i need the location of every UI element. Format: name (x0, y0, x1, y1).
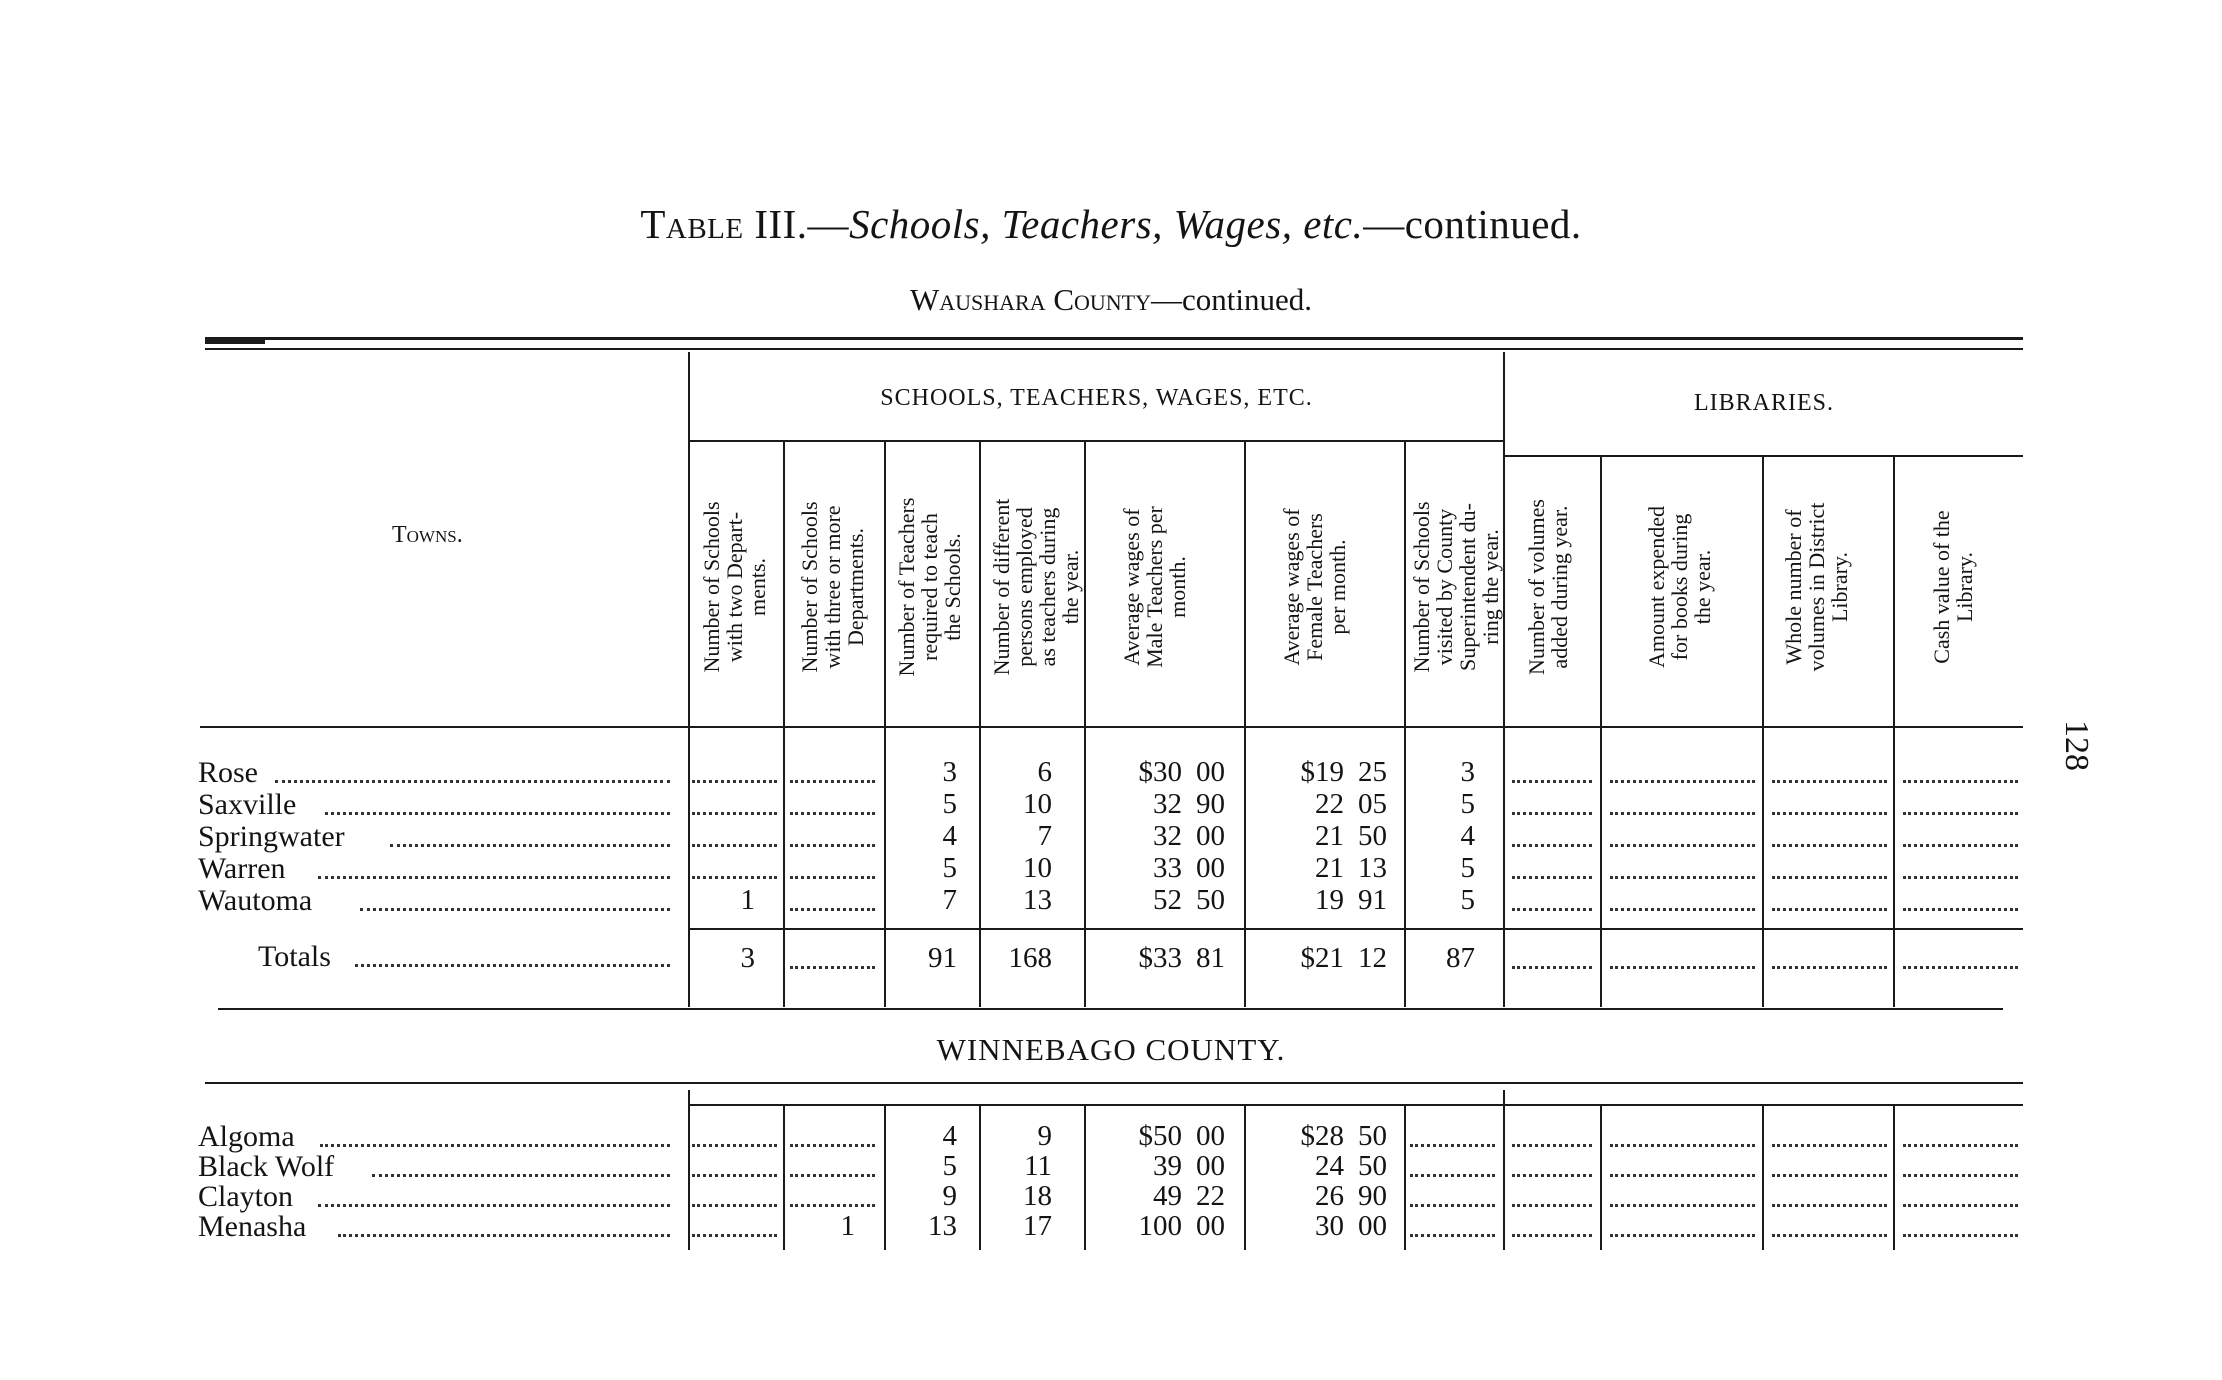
group-header-schools: SCHOOLS, TEACHERS, WAGES, ETC. (880, 385, 1313, 411)
col-divider-8 (1503, 352, 1505, 1007)
totals-male-d: $33 (1138, 942, 1182, 974)
waushara_rows.3-teachers: 5 (942, 852, 957, 884)
waushara_rows.3-leader (318, 876, 670, 879)
winnebago_rows.0-teachers: 4 (942, 1120, 957, 1152)
waushara_rows.2-lib-dots-2 (1772, 844, 1887, 847)
waushara_rows.3-male-d: 33 (1153, 852, 1182, 884)
col-divider-2 (783, 440, 785, 1007)
waushara_rows.4-visited: 5 (1460, 884, 1475, 916)
waushara_rows.0-leader (275, 780, 670, 783)
waushara_rows.3-lib-dots-3 (1903, 876, 2018, 879)
winnebago_rows.1-persons: 11 (1024, 1150, 1052, 1182)
column-header-2: Number of Schools with three or more Departments. (797, 501, 868, 673)
winnebago_rows.3-female-c: 00 (1358, 1210, 1387, 1242)
waushara_rows.2-persons: 7 (1037, 820, 1052, 852)
winnebago_rows.1-two-dots (692, 1174, 777, 1177)
col2-divider-1 (688, 1090, 690, 1250)
waushara_rows.3-lib-dots-2 (1772, 876, 1887, 879)
winnebago_rows.1-three-dots (790, 1174, 875, 1177)
winnebago_rows.0-three-dots (790, 1144, 875, 1147)
waushara_rows.2-teachers: 4 (942, 820, 957, 852)
winnebago_rows.3-male-d: 100 (1138, 1210, 1182, 1242)
waushara_rows.0-lib-dots-0 (1512, 780, 1592, 783)
col2-divider-6 (1244, 1104, 1246, 1250)
waushara_rows.1-lib-dots-1 (1610, 812, 1755, 815)
winnebago_rows.3-town: Menasha (198, 1210, 307, 1243)
waushara_rows.4-persons: 13 (1023, 884, 1052, 916)
column-header-3: Number of Teachers required to teach the Schools. (894, 497, 965, 677)
col-divider-6 (1244, 440, 1246, 1007)
winnebago_rows.3-lib-dots-3 (1903, 1234, 2018, 1237)
waushara_rows.3-female-d: 21 (1315, 852, 1344, 884)
waushara_rows.2-town: Springwater (198, 820, 345, 853)
waushara_rows.0-female-c: 25 (1358, 756, 1387, 788)
waushara_rows.2-leader (390, 844, 670, 847)
waushara_rows.2-male-d: 32 (1153, 820, 1182, 852)
winnebago_rows.2-leader (318, 1204, 670, 1207)
column-header-1: Number of Schools with two Depart- ments. (699, 501, 770, 673)
totals-two: 3 (740, 942, 755, 974)
towns-header: Towns. (392, 522, 463, 548)
title-suffix: —continued. (1363, 201, 1582, 247)
waushara_rows.4-lib-dots-3 (1903, 908, 2018, 911)
column-header-9: Amount expended for books during the year. (1644, 506, 1715, 668)
totals-female-c: 12 (1358, 942, 1387, 974)
waushara_rows.1-visited: 5 (1460, 788, 1475, 820)
winnebago_rows.2-male-d: 49 (1153, 1180, 1182, 1212)
waushara_rows.2-two-dots (692, 844, 777, 847)
table-title (0, 200, 2222, 248)
winnebago_rows.2-lib-dots-0 (1512, 1204, 1592, 1207)
winnebago_rows.2-two-dots (692, 1204, 777, 1207)
winnebago_rows.0-female-c: 50 (1358, 1120, 1387, 1152)
winnebago_rows.3-two-dots (692, 1234, 777, 1237)
winnebago_rows.0-leader (320, 1144, 670, 1147)
winnebago_rows.2-female-c: 90 (1358, 1180, 1387, 1212)
totals-leader (355, 964, 670, 967)
header-bottom-rule (200, 726, 2023, 728)
waushara_rows.3-lib-dots-0 (1512, 876, 1592, 879)
subtitle-suffix: —continued. (1151, 282, 1313, 317)
waushara_rows.1-teachers: 5 (942, 788, 957, 820)
waushara_rows.2-lib-dots-1 (1610, 844, 1755, 847)
column-header-10: Whole number of volumes in District Library. (1781, 502, 1852, 672)
winnebago_rows.0-lib-dots-0 (1512, 1144, 1592, 1147)
winnebago_rows.3-persons: 17 (1023, 1210, 1052, 1242)
winnebago_rows.1-town: Black Wolf (198, 1150, 335, 1183)
winnebago_rows.0-lib-dots-2 (1772, 1144, 1887, 1147)
waushara_rows.4-three-dots (790, 908, 875, 911)
waushara_rows.1-male-c: 90 (1196, 788, 1225, 820)
waushara_rows.2-three-dots (790, 844, 875, 847)
winnebago_rows.0-persons: 9 (1037, 1120, 1052, 1152)
winnebago_rows.3-lib-dots-2 (1772, 1234, 1887, 1237)
waushara_rows.2-visited: 4 (1460, 820, 1475, 852)
winnebago_rows.0-lib-dots-3 (1903, 1144, 2018, 1147)
waushara_rows.3-three-dots (790, 876, 875, 879)
winnebago_rows.2-visited-dots (1410, 1204, 1495, 1207)
column-header-4: Number of different persons employed as teachers during the year. (989, 498, 1083, 676)
winnebago_rows.3-three: 1 (840, 1210, 855, 1242)
waushara_rows.1-lib-dots-3 (1903, 812, 2018, 815)
col2-divider-7 (1404, 1104, 1406, 1250)
waushara_rows.1-town: Saxville (198, 788, 297, 821)
waushara_rows.3-town: Warren (198, 852, 286, 885)
col2-divider-2 (783, 1104, 785, 1250)
winnebago_rows.1-female-c: 50 (1358, 1150, 1387, 1182)
winnebago_rows.1-lib-dots-3 (1903, 1174, 2018, 1177)
waushara_rows.4-leader (360, 908, 670, 911)
waushara_rows.2-lib-dots-0 (1512, 844, 1592, 847)
waushara_rows.0-persons: 6 (1037, 756, 1052, 788)
waushara_rows.4-female-d: 19 (1315, 884, 1344, 916)
waushara_rows.1-two-dots (692, 812, 777, 815)
col-divider-4 (979, 440, 981, 1007)
top-rule-2 (205, 348, 2023, 350)
waushara_rows.0-three-dots (790, 780, 875, 783)
col-divider-7 (1404, 440, 1406, 1007)
totals-female-d: $21 (1300, 942, 1344, 974)
col2-divider-11 (1893, 1104, 1895, 1250)
top-rule-thick (205, 337, 265, 344)
col2-divider-10 (1762, 1104, 1764, 1250)
waushara_rows.1-male-d: 32 (1153, 788, 1182, 820)
winnebago_rows.0-male-d: $50 (1138, 1120, 1182, 1152)
waushara_rows.3-persons: 10 (1023, 852, 1052, 884)
winnebago_rows.2-town: Clayton (198, 1180, 293, 1213)
waushara_rows.1-lib-dots-0 (1512, 812, 1592, 815)
winnebago_rows.0-lib-dots-1 (1610, 1144, 1755, 1147)
winnebago_rows.1-lib-dots-0 (1512, 1174, 1592, 1177)
winnebago_rows.1-male-d: 39 (1153, 1150, 1182, 1182)
waushara_rows.4-lib-dots-1 (1610, 908, 1755, 911)
waushara_rows.1-three-dots (790, 812, 875, 815)
waushara_rows.0-female-d: $19 (1300, 756, 1344, 788)
winnebago_rows.3-visited-dots (1410, 1234, 1495, 1237)
col2-divider-5 (1084, 1104, 1086, 1250)
waushara_rows.1-female-d: 22 (1315, 788, 1344, 820)
waushara_rows.0-male-c: 00 (1196, 756, 1225, 788)
waushara_rows.3-lib-dots-1 (1610, 876, 1755, 879)
waushara_rows.0-lib-dots-2 (1772, 780, 1887, 783)
totals-lib-dots-2 (1772, 966, 1887, 969)
subtitle-county: Waushara County (909, 282, 1152, 317)
waushara_rows.4-lib-dots-0 (1512, 908, 1592, 911)
waushara_rows.1-leader (325, 812, 670, 815)
col-divider-5 (1084, 440, 1086, 1007)
group-header-libraries: LIBRARIES. (1693, 390, 1834, 416)
col-divider-10 (1762, 455, 1764, 1007)
winnebago_rows.0-town: Algoma (198, 1120, 295, 1153)
column-header-8: Number of volumes added during year. (1524, 499, 1572, 675)
winnebago_rows.0-male-c: 00 (1196, 1120, 1225, 1152)
column-header-11: Cash value of the Library. (1929, 510, 1977, 664)
totals-lib-dots-3 (1903, 966, 2018, 969)
waushara_rows.0-lib-dots-1 (1610, 780, 1755, 783)
waushara_rows.3-female-c: 13 (1358, 852, 1387, 884)
waushara_rows.0-teachers: 3 (942, 756, 957, 788)
totals-lib-dots-0 (1512, 966, 1592, 969)
winnebago_rows.2-lib-dots-1 (1610, 1204, 1755, 1207)
winnebago_rows.1-teachers: 5 (942, 1150, 957, 1182)
waushara_rows.3-male-c: 00 (1196, 852, 1225, 884)
winnebago_rows.0-two-dots (692, 1144, 777, 1147)
winnebago_rows.1-lib-dots-2 (1772, 1174, 1887, 1177)
totals-male-c: 81 (1196, 942, 1225, 974)
totals-top-rule (690, 928, 2023, 930)
waushara_rows.0-town: Rose (198, 756, 258, 789)
waushara_rows.0-male-d: $30 (1138, 756, 1182, 788)
top-rule (205, 337, 2023, 340)
winnebago-county-title: WINNEBAGO COUNTY. (936, 1032, 1286, 1067)
winnebago_rows.3-male-c: 00 (1196, 1210, 1225, 1242)
title-prefix: Table (640, 201, 744, 247)
page-number: 128 (2058, 720, 2095, 771)
winnebago_rows.2-female-d: 26 (1315, 1180, 1344, 1212)
totals-lib-dots-1 (1610, 966, 1755, 969)
title-roman: III.— (743, 201, 850, 247)
winnebago_rows.3-teachers: 13 (928, 1210, 957, 1242)
waushara_rows.4-male-d: 52 (1153, 884, 1182, 916)
waushara_rows.4-town: Wautoma (198, 884, 313, 917)
col2-divider-8 (1503, 1090, 1505, 1250)
col2-divider-4 (979, 1104, 981, 1250)
winnebago_rows.3-leader (338, 1234, 670, 1237)
winnebago_rows.1-visited-dots (1410, 1174, 1495, 1177)
totals-label: Totals (258, 940, 331, 973)
totals-teachers: 91 (928, 942, 957, 974)
winnebago_rows.3-lib-dots-1 (1610, 1234, 1755, 1237)
col2-divider-9 (1600, 1104, 1602, 1250)
winnebago_rows.3-lib-dots-0 (1512, 1234, 1592, 1237)
waushara_rows.1-lib-dots-2 (1772, 812, 1887, 815)
winnebago_rows.2-three-dots (790, 1204, 875, 1207)
col-divider-11 (1893, 455, 1895, 1007)
winnebago_rows.2-lib-dots-2 (1772, 1204, 1887, 1207)
waushara_rows.4-lib-dots-2 (1772, 908, 1887, 911)
totals-visited: 87 (1446, 942, 1475, 974)
title-italic: Schools, Teachers, Wages, etc. (849, 201, 1364, 247)
winnebago_rows.0-visited-dots (1410, 1144, 1495, 1147)
col-divider-9 (1600, 455, 1602, 1007)
winnebago_rows.1-male-c: 00 (1196, 1150, 1225, 1182)
winnebago_rows.1-female-d: 24 (1315, 1150, 1344, 1182)
waushara_rows.0-visited: 3 (1460, 756, 1475, 788)
winnebago_rows.3-female-d: 30 (1315, 1210, 1344, 1242)
waushara_rows.4-teachers: 7 (942, 884, 957, 916)
winnebago_rows.1-lib-dots-1 (1610, 1174, 1755, 1177)
waushara_rows.2-male-c: 00 (1196, 820, 1225, 852)
totals-persons: 168 (1008, 942, 1052, 974)
waushara_rows.2-female-c: 50 (1358, 820, 1387, 852)
waushara_rows.4-two: 1 (740, 884, 755, 916)
waushara_rows.3-two-dots (692, 876, 777, 879)
county-subtitle (0, 282, 2222, 318)
winnebago_rows.2-male-c: 22 (1196, 1180, 1225, 1212)
totals-three-dots (790, 966, 875, 969)
waushara_rows.2-lib-dots-3 (1903, 844, 2018, 847)
col-divider-1 (688, 352, 690, 1007)
county2-rule (205, 1082, 2023, 1084)
section-end-rule (218, 1008, 2003, 1010)
col-divider-3 (884, 440, 886, 1007)
group-rule-libraries (1505, 455, 2023, 457)
waushara_rows.4-female-c: 91 (1358, 884, 1387, 916)
waushara_rows.4-male-c: 50 (1196, 884, 1225, 916)
winnebago_rows.2-teachers: 9 (942, 1180, 957, 1212)
winnebago_rows.2-persons: 18 (1023, 1180, 1052, 1212)
winnebago_rows.2-lib-dots-3 (1903, 1204, 2018, 1207)
group-rule-schools (690, 440, 1505, 442)
county2-rule-2 (690, 1104, 2023, 1106)
winnebago_rows.0-female-d: $28 (1300, 1120, 1344, 1152)
column-header-7: Number of Schools visited by County Superintendent du- ring the year. (1409, 501, 1503, 673)
col2-divider-3 (884, 1104, 886, 1250)
column-header-6: Average wages of Female Teachers per month. (1279, 508, 1350, 666)
winnebago_rows.1-leader (372, 1174, 670, 1177)
waushara_rows.1-persons: 10 (1023, 788, 1052, 820)
column-header-5: Average wages of Male Teachers per month. (1119, 506, 1190, 668)
waushara_rows.0-two-dots (692, 780, 777, 783)
waushara_rows.3-visited: 5 (1460, 852, 1475, 884)
waushara_rows.1-female-c: 05 (1358, 788, 1387, 820)
waushara_rows.0-lib-dots-3 (1903, 780, 2018, 783)
waushara_rows.2-female-d: 21 (1315, 820, 1344, 852)
